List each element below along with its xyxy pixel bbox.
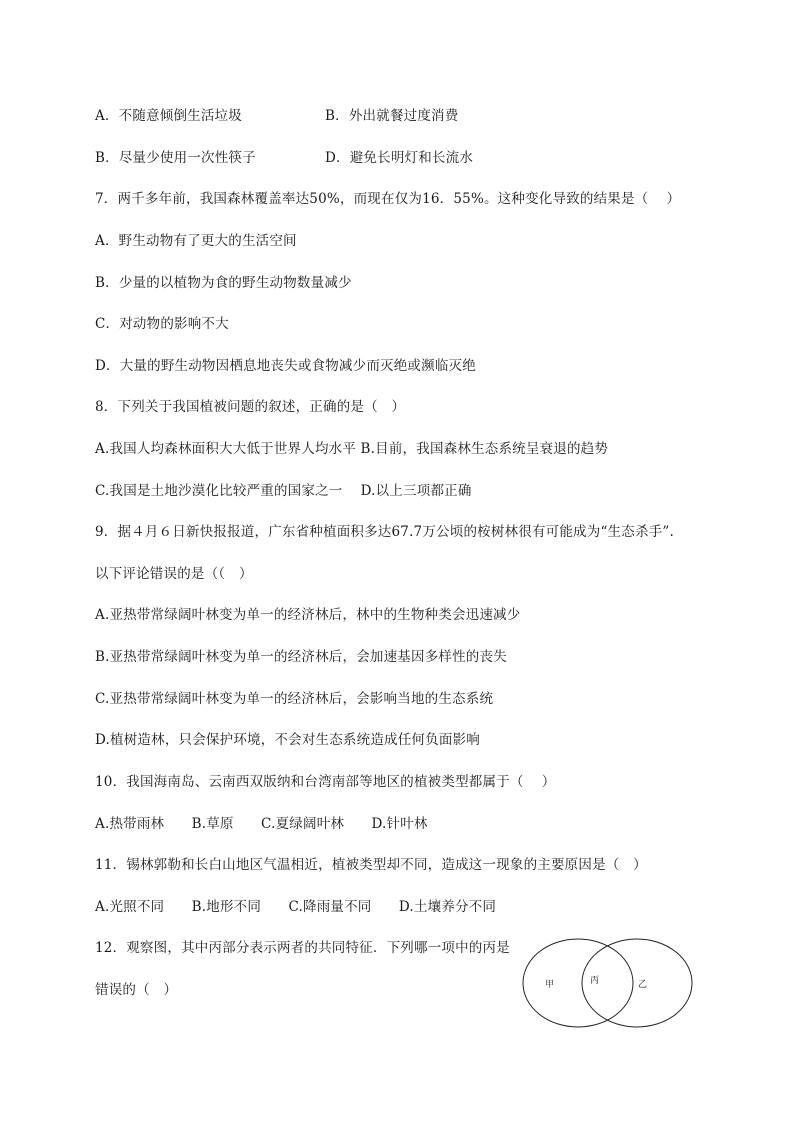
q6-option-c: B．尽量少使用一次性筷子 [95,150,256,166]
q11-stem: 11．锡林郭勒和长白山地区气温相近，植被类型却不同，造成这一现象的主要原因是（ ） [95,857,647,873]
q6-option-d: D．避免长明灯和长流水 [325,150,474,166]
q6-options-row-1 [95,106,459,126]
venn-diagram [520,935,695,1031]
q12-stem-line-2: 错误的（ ） [95,982,178,998]
q8-stem: 8．下列关于我国植被问题的叙述，正确的是（ ） [95,399,406,415]
q9-option-a: A.亚热带常绿阔叶林变为单一的经济林后，林中的生物种类会迅速减少 [95,607,521,623]
q10-options: A.热带雨林 B.草原 C.夏绿阔叶林 D.针叶林 [95,816,428,832]
q7-stem: 7．两千多年前，我国森林覆盖率达50%，而现在仅为16．55%。这种变化导致的结果是（ ） [95,191,681,207]
venn-label-yi: 乙 [638,980,648,990]
q8-options-ab: A.我国人均森林面积大大低于世界人均水平 B.目前，我国森林生态系统呈衰退的趋势 [95,441,609,457]
q7-option-b: B．少量的以植物为食的野生动物数量减少 [95,275,352,291]
q7-option-c: C．对动物的影响不大 [95,316,229,332]
venn-label-jia: 甲 [545,980,555,990]
q9-option-d: D.植树造林，只会保护环境，不会对生态系统造成任何负面影响 [95,732,480,748]
q6-option-b: B．外出就餐过度消费 [325,108,459,124]
q11-options: A.光照不同 B.地形不同 C.降雨量不同 D.土壤养分不同 [95,899,497,915]
q8-options-cd: C.我国是土地沙漠化比较严重的国家之一 D.以上三项都正确 [95,483,472,499]
q7-option-d: D．大量的野生动物因栖息地丧失或食物减少而灭绝或濒临灭绝 [95,358,476,374]
q9-option-b: B.亚热带常绿阔叶林变为单一的经济林后，会加速基因多样性的丧失 [95,649,507,665]
q6-option-a: A．不随意倾倒生活垃圾 [95,108,242,124]
venn-left-ellipse [523,939,633,1027]
q10-stem: 10．我国海南岛、云南西双版纳和台湾南部等地区的植被类型都属于（ ） [95,774,556,790]
q9-option-c: C.亚热带常绿阔叶林变为单一的经济林后，会影响当地的生态系统 [95,691,494,707]
q9-stem-line-2: 以下评论错误的是（（ ） [95,566,253,582]
q12-stem-line-1: 12．观察图，其中丙部分表示两者的共同特征．下列哪一项中的丙是 [95,940,510,956]
venn-label-bing: 丙 [590,976,600,986]
q7-option-a: A．野生动物有了更大的生活空间 [95,233,297,249]
q9-stem-line-1: 9．据４月６日新快报报道，广东省种植面积多达67.7万公顷的桉树林很有可能成为“生态杀手”. [95,524,674,540]
q6-options-row-2 [95,148,474,168]
